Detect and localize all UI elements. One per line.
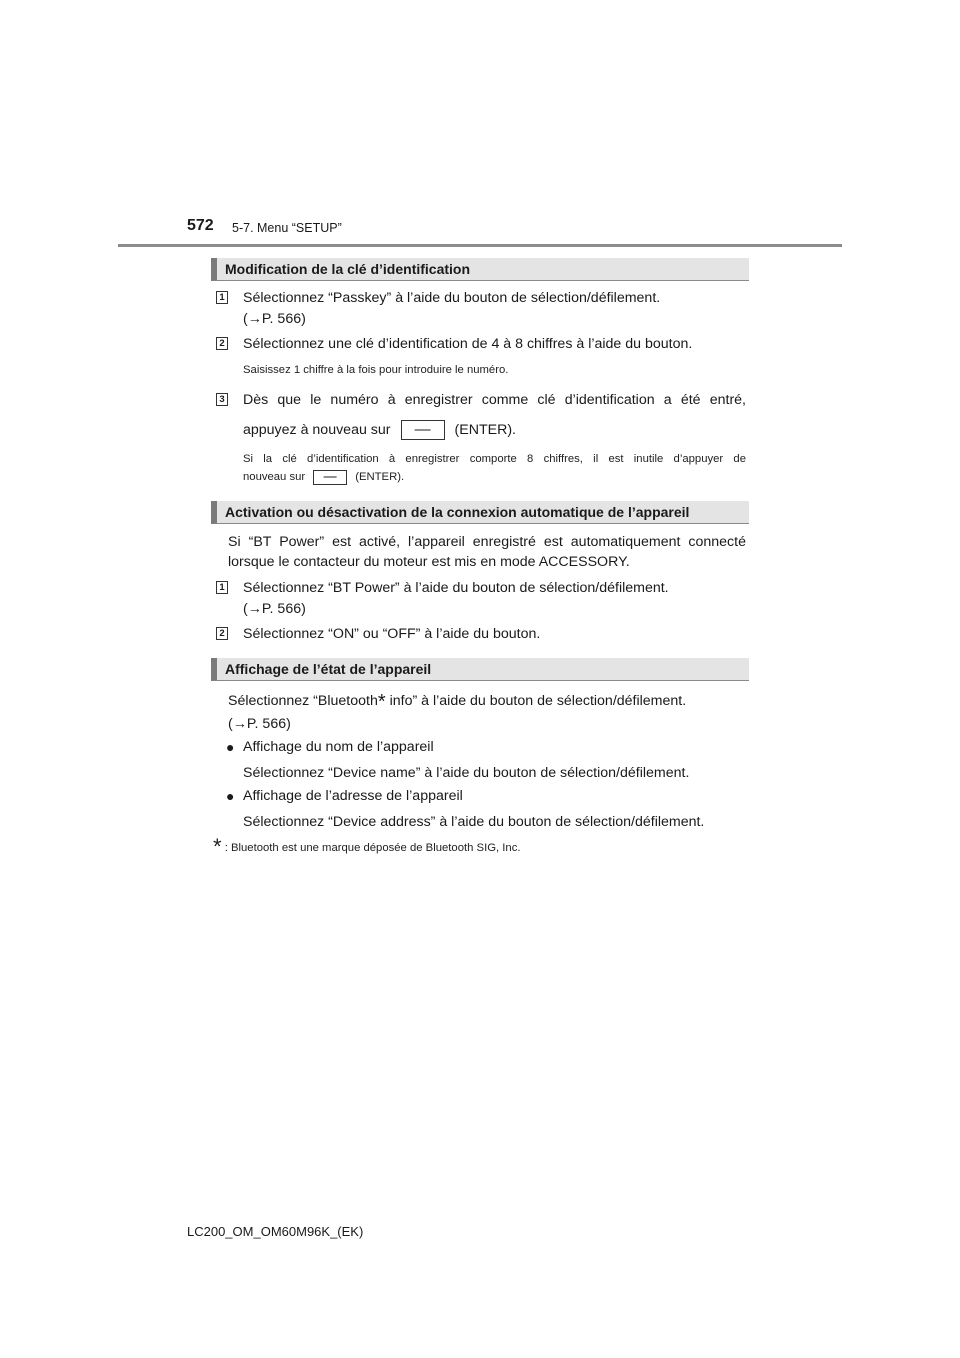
footnote-star: *: [377, 691, 386, 713]
header-rule: [118, 244, 842, 247]
note-text-line: [243, 468, 404, 486]
heading-device-status: Affichage de l’état de l’appareil: [211, 658, 749, 681]
step-text-part: appuyez à nouveau sur: [243, 422, 391, 438]
enter-button-icon: [401, 420, 445, 440]
step-number: 2: [216, 337, 228, 350]
page-ref: (→P. 566): [243, 601, 306, 617]
note-text: Saisissez 1 chiffre à la fois pour introduire le numéro.: [243, 364, 509, 376]
note-text: Si la clé d’identification à enregistrer comporte 8 chiffres, il est inutile d’appuyer de: [243, 453, 746, 465]
bullet-icon: ●: [226, 788, 235, 804]
heading-passkey: Modification de la clé d’identification: [211, 258, 749, 281]
paragraph-text: [228, 691, 686, 711]
paragraph-text: lorsque le contacteur du moteur est mis en mode ACCESSORY.: [228, 554, 630, 570]
note-text-part: nouveau sur: [243, 471, 306, 483]
enter-button-icon: [313, 470, 347, 485]
page-number: 572: [187, 217, 214, 234]
paragraph-part: info” à l’aide du bouton de sélection/défilement.: [385, 693, 687, 709]
step-text-line: [243, 420, 516, 440]
step-text: Sélectionnez “ON” ou “OFF” à l’aide du bouton.: [243, 626, 541, 642]
bullet-detail: Sélectionnez “Device address” à l’aide du bouton de sélection/défilement.: [243, 814, 705, 830]
page-ref: (→P. 566): [243, 311, 306, 327]
step-text-part: (ENTER).: [454, 422, 516, 438]
bullet-icon: ●: [226, 739, 235, 755]
step-text: Sélectionnez “Passkey” à l’aide du bouton de sélection/défilement.: [243, 290, 661, 306]
bullet-title: Affichage de l’adresse de l’appareil: [243, 788, 463, 804]
bullet-detail: Sélectionnez “Device name” à l’aide du bouton de sélection/défilement.: [243, 765, 690, 781]
note-text-part: (ENTER).: [355, 471, 405, 483]
paragraph-text: Si “BT Power” est activé, l’appareil enregistré est automatiquement connecté: [228, 534, 746, 550]
bullet-title: Affichage du nom de l’appareil: [243, 739, 434, 755]
footnote-text: : Bluetooth est une marque déposée de Bluetooth SIG, Inc.: [224, 842, 521, 854]
page-ref: (→P. 566): [228, 716, 291, 732]
step-text: Dès que le numéro à enregistrer comme clé d’identification a été entré,: [243, 392, 746, 408]
heading-auto-connect: Activation ou désactivation de la connexion automatique de l’appareil: [211, 501, 749, 524]
step-number: 1: [216, 581, 228, 594]
footnote: [213, 834, 521, 859]
footnote-star: *: [213, 834, 222, 859]
step-number: 2: [216, 627, 228, 640]
step-text: Sélectionnez une clé d’identification de 4 à 8 chiffres à l’aide du bouton.: [243, 336, 693, 352]
step-number: 3: [216, 393, 228, 406]
step-text: Sélectionnez “BT Power” à l’aide du bouton de sélection/défilement.: [243, 580, 669, 596]
step-number: 1: [216, 291, 228, 304]
section-reference: 5-7. Menu “SETUP”: [232, 221, 342, 235]
document-code: LC200_OM_OM60M96K_(EK): [187, 1224, 364, 1239]
paragraph-part: Sélectionnez “Bluetooth: [228, 693, 378, 709]
